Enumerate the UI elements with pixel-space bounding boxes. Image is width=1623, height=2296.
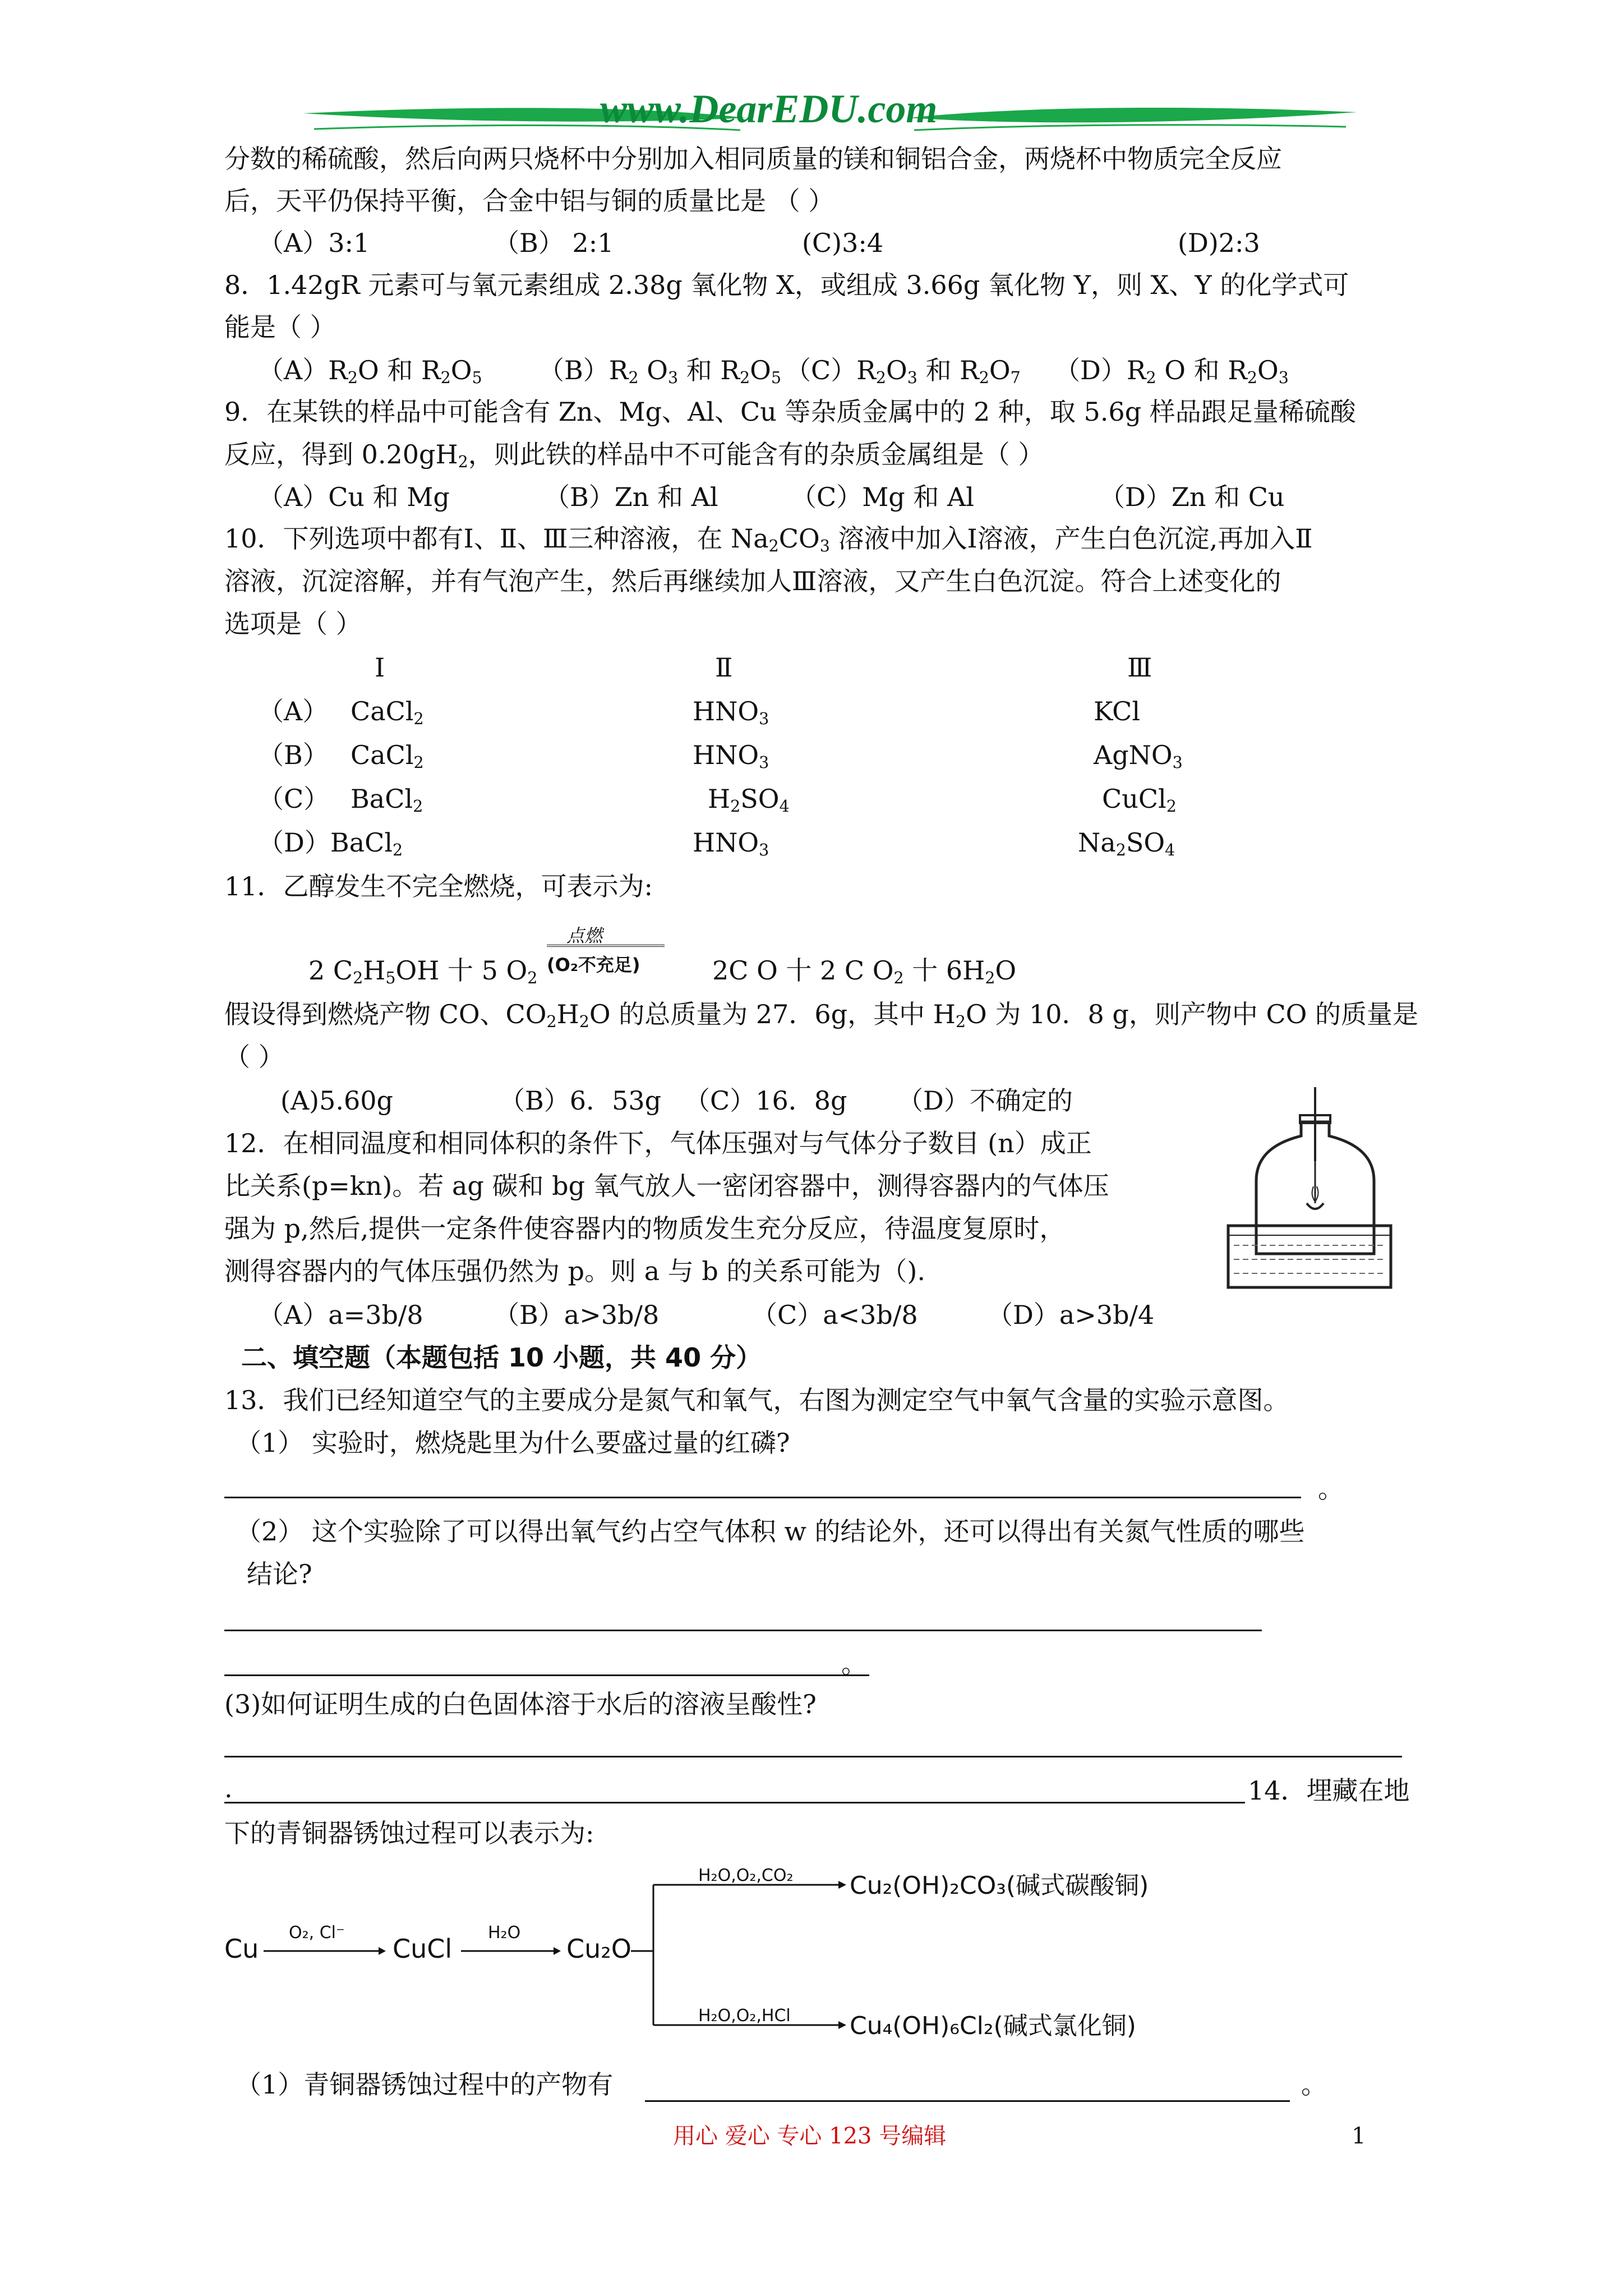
q10-row-b-col2: $HNO_3$ bbox=[693, 740, 769, 772]
q13-part1-end: 。 bbox=[1318, 1474, 1344, 1504]
q8-option-d: $(D)R_2$ O 和 $R_2O_3$ bbox=[1054, 355, 1289, 388]
q13-part3-dot: . bbox=[224, 1773, 233, 1803]
q14-part1-end: 。 bbox=[1301, 2069, 1327, 2100]
q11-equation-arrow bbox=[547, 945, 665, 947]
q11-line3: （ ） bbox=[224, 1042, 284, 1072]
q13-part1-answer-line[interactable] bbox=[224, 1497, 1301, 1498]
scheme-label-top: H₂O,O₂,CO₂ bbox=[698, 1866, 794, 1885]
q11-equation-left: 2 $C_2H_5OH$ 十 5 $O_2$ bbox=[308, 955, 538, 988]
q7-line1: 分数的稀硫酸，然后向两只烧杯中分别加入相同质量的镁和铜铝合金，两烧杯中物质完全反应 bbox=[224, 144, 1282, 174]
q13-part3: (3)如何证明生成的白色固体溶于水后的溶液呈酸性? bbox=[224, 1689, 817, 1719]
q14-part1-answer-line[interactable] bbox=[645, 2100, 1290, 2102]
q11-option-c: （C）16．8g bbox=[684, 1085, 847, 1116]
q10-row-c-col2: $H_2SO_4$ bbox=[708, 784, 790, 816]
q10-row-c-label: （C） bbox=[258, 784, 330, 814]
q8-option-a: $(A)R_2O$ 和 $R_2O_5$ bbox=[258, 355, 482, 388]
q9-option-c: （C）Mg 和 Al bbox=[791, 482, 974, 512]
scheme-cu: Cu bbox=[224, 1934, 259, 1964]
scheme-cucl: CuCl bbox=[393, 1934, 453, 1964]
q10-row-d-label: （D）BaCl$_2$ bbox=[258, 827, 403, 860]
q7-option-a: （A）3:1 bbox=[258, 228, 370, 258]
q11-equation-right: 2C O 十 2 C $O_2$ 十 $6H_2O$ bbox=[712, 955, 1017, 988]
q10-row-a-col3: KCl bbox=[1094, 696, 1141, 726]
q10-header-2: Ⅱ bbox=[715, 652, 733, 683]
q11-option-d: （D）不确定的 bbox=[897, 1085, 1073, 1116]
q13-part2-answer-line-2[interactable] bbox=[224, 1674, 869, 1676]
q9-option-d: （D）Zn 和 Cu bbox=[1099, 482, 1285, 512]
site-header: www.DearEDU.com bbox=[600, 86, 938, 131]
q9-option-a: （A）Cu 和 Mg bbox=[258, 482, 450, 512]
q13-part3-answer-line-2[interactable] bbox=[224, 1802, 1245, 1803]
q12-option-a: （A）a=3b/8 bbox=[258, 1300, 423, 1330]
q10-header-1: Ⅰ bbox=[375, 652, 385, 683]
q10-row-b-col1: CaCl$_2$ bbox=[351, 740, 424, 772]
q8-option-b: $(B)R_2$ $O_3$ 和 $R_2O_5$ bbox=[538, 355, 782, 388]
q11-condition-bottom: (O₂不充足) bbox=[547, 954, 640, 976]
q10-line1: 10．下列选项中都有Ⅰ、Ⅱ、Ⅲ三种溶液，在 $Na_2CO_3$ 溶液中加入Ⅰ溶液，产生白色沉淀,再加入Ⅱ bbox=[224, 523, 1313, 556]
scheme-product-top: Cu₂(OH)₂CO₃(碱式碳酸铜) bbox=[850, 1871, 1149, 1900]
q13-intro: 13．我们已经知道空气的主要成分是氮气和氧气，右图为测定空气中氧气含量的实验示意图。 bbox=[224, 1385, 1289, 1415]
q8-line2: 能是（ ） bbox=[224, 312, 336, 342]
scheme-label-h2o: H₂O bbox=[488, 1923, 521, 1943]
q13-part2-line1: （2） 这个实验除了可以得出氧气约占空气体积 w 的结论外，还可以得出有关氮气性质的哪些 bbox=[236, 1516, 1305, 1547]
q13-part1: （1） 实验时，燃烧匙里为什么要盛过量的红磷? bbox=[236, 1428, 790, 1458]
q13-part2-end: 。 bbox=[841, 1649, 867, 1679]
q10-row-c-col1: BaCl$_2$ bbox=[351, 784, 423, 816]
q14-start: 14．埋藏在地 bbox=[1248, 1775, 1410, 1806]
q8-option-c: $(C)R_2O_3$ 和 $R_2O_7$ bbox=[785, 355, 1021, 388]
q7-option-c: (C)3:4 bbox=[802, 228, 884, 258]
q10-row-a-col2: $HNO_3$ bbox=[693, 696, 769, 729]
q9-line1: 9．在某铁的样品中可能含有 Zn、Mg、Al、Cu 等杂质金属中的 2 种，取 5.6g 样品跟足量稀硫酸 bbox=[224, 397, 1356, 427]
q10-row-a-col1: CaCl$_2$ bbox=[351, 696, 424, 729]
section-title: 二、填空题（本题包括 10 小题，共 40 分） bbox=[241, 1342, 762, 1373]
q11-line2: 假设得到燃烧产物 CO、$CO_2H_2O$ 的总质量为 27．6g，其中 $H_2O$ 为 10．8 g，则产物中 CO 的质量是 bbox=[224, 999, 1418, 1032]
q10-row-c-col3: CuCl$_2$ bbox=[1102, 784, 1177, 816]
page-number: 1 bbox=[1352, 2123, 1366, 2149]
q12-option-d: （D）a>3b/4 bbox=[987, 1300, 1155, 1330]
footer-text: 用心 爱心 专心 123 号编辑 bbox=[673, 2123, 947, 2149]
q11-condition-top: 点燃 bbox=[566, 925, 603, 946]
q12-option-b: （B）a>3b/8 bbox=[494, 1300, 660, 1330]
q12-line2: 比关系(p=kn)。若 ag 碳和 bg 氧气放人一密闭容器中，测得容器内的气体压 bbox=[224, 1171, 1109, 1201]
q9-line2: 反应，得到 $0.20gH_2$，则此铁的样品中不可能含有的杂质金属组是（ ） bbox=[224, 439, 1044, 472]
scheme-cu2o: Cu₂O bbox=[566, 1934, 631, 1964]
q10-row-b-label: （B） bbox=[258, 740, 329, 770]
q13-part3-answer-line-1[interactable] bbox=[224, 1756, 1402, 1757]
scheme-label-bottom: H₂O,O₂,HCl bbox=[698, 2006, 791, 2026]
q10-line3: 选项是（ ） bbox=[224, 609, 362, 639]
q10-row-a-label: （A） bbox=[258, 696, 329, 726]
q7-option-d: (D)2:3 bbox=[1178, 228, 1260, 258]
q10-header-3: Ⅲ bbox=[1127, 652, 1152, 683]
q10-row-b-col3: AgNO$_3$ bbox=[1094, 740, 1183, 772]
bell-jar-apparatus-icon bbox=[1217, 1083, 1402, 1296]
scheme-label-o2-cl: O₂, Cl⁻ bbox=[289, 1923, 345, 1943]
q7-option-b: （B） 2:1 bbox=[494, 228, 614, 258]
q12-line4: 测得容器内的气体压强仍然为 p。则 a 与 b 的关系可能为（). bbox=[224, 1256, 925, 1286]
q12-line3: 强为 p,然后,提供一定条件使容器内的物质发生充分反应，待温度复原时， bbox=[224, 1213, 1066, 1244]
q10-row-d-col2: $HNO_3$ bbox=[693, 827, 769, 860]
q10-row-d-col3: $Na_2SO_4$ bbox=[1078, 827, 1175, 860]
q12-line1: 12．在相同温度和相同体积的条件下，气体压强对与气体分子数目 (n）成正 bbox=[224, 1128, 1092, 1158]
q9-option-b: （B）Zn 和 Al bbox=[544, 482, 718, 512]
q11-line1: 11．乙醇发生不完全燃烧，可表示为: bbox=[224, 871, 653, 901]
q10-line2: 溶液，沉淀溶解，并有气泡产生，然后再继续加人Ⅲ溶液，又产生白色沉淀。符合上述变化的 bbox=[224, 566, 1281, 596]
q12-option-c: （C）a<3b/8 bbox=[751, 1300, 918, 1330]
q7-line2: 后，天平仍保持平衡，合金中铝与铜的质量比是 （ ） bbox=[224, 186, 834, 216]
q11-option-a: (A)5.60g bbox=[280, 1085, 393, 1116]
scheme-product-bottom: Cu₄(OH)₆Cl₂(碱式氯化铜) bbox=[850, 2012, 1136, 2040]
q13-part2-line2: 结论? bbox=[247, 1559, 312, 1589]
q13-part2-answer-line-1[interactable] bbox=[224, 1630, 1262, 1631]
q14-line2: 下的青铜器锈蚀过程可以表示为: bbox=[224, 1818, 594, 1848]
q11-option-b: （B）6．53g bbox=[499, 1085, 662, 1116]
q8-line1: 8．1.42gR 元素可与氧元素组成 2.38g 氧化物 X，或组成 3.66g 氧化物 Y，则 X、Y 的化学式可 bbox=[224, 270, 1349, 300]
q14-part1: （1）青铜器锈蚀过程中的产物有 bbox=[236, 2069, 614, 2100]
